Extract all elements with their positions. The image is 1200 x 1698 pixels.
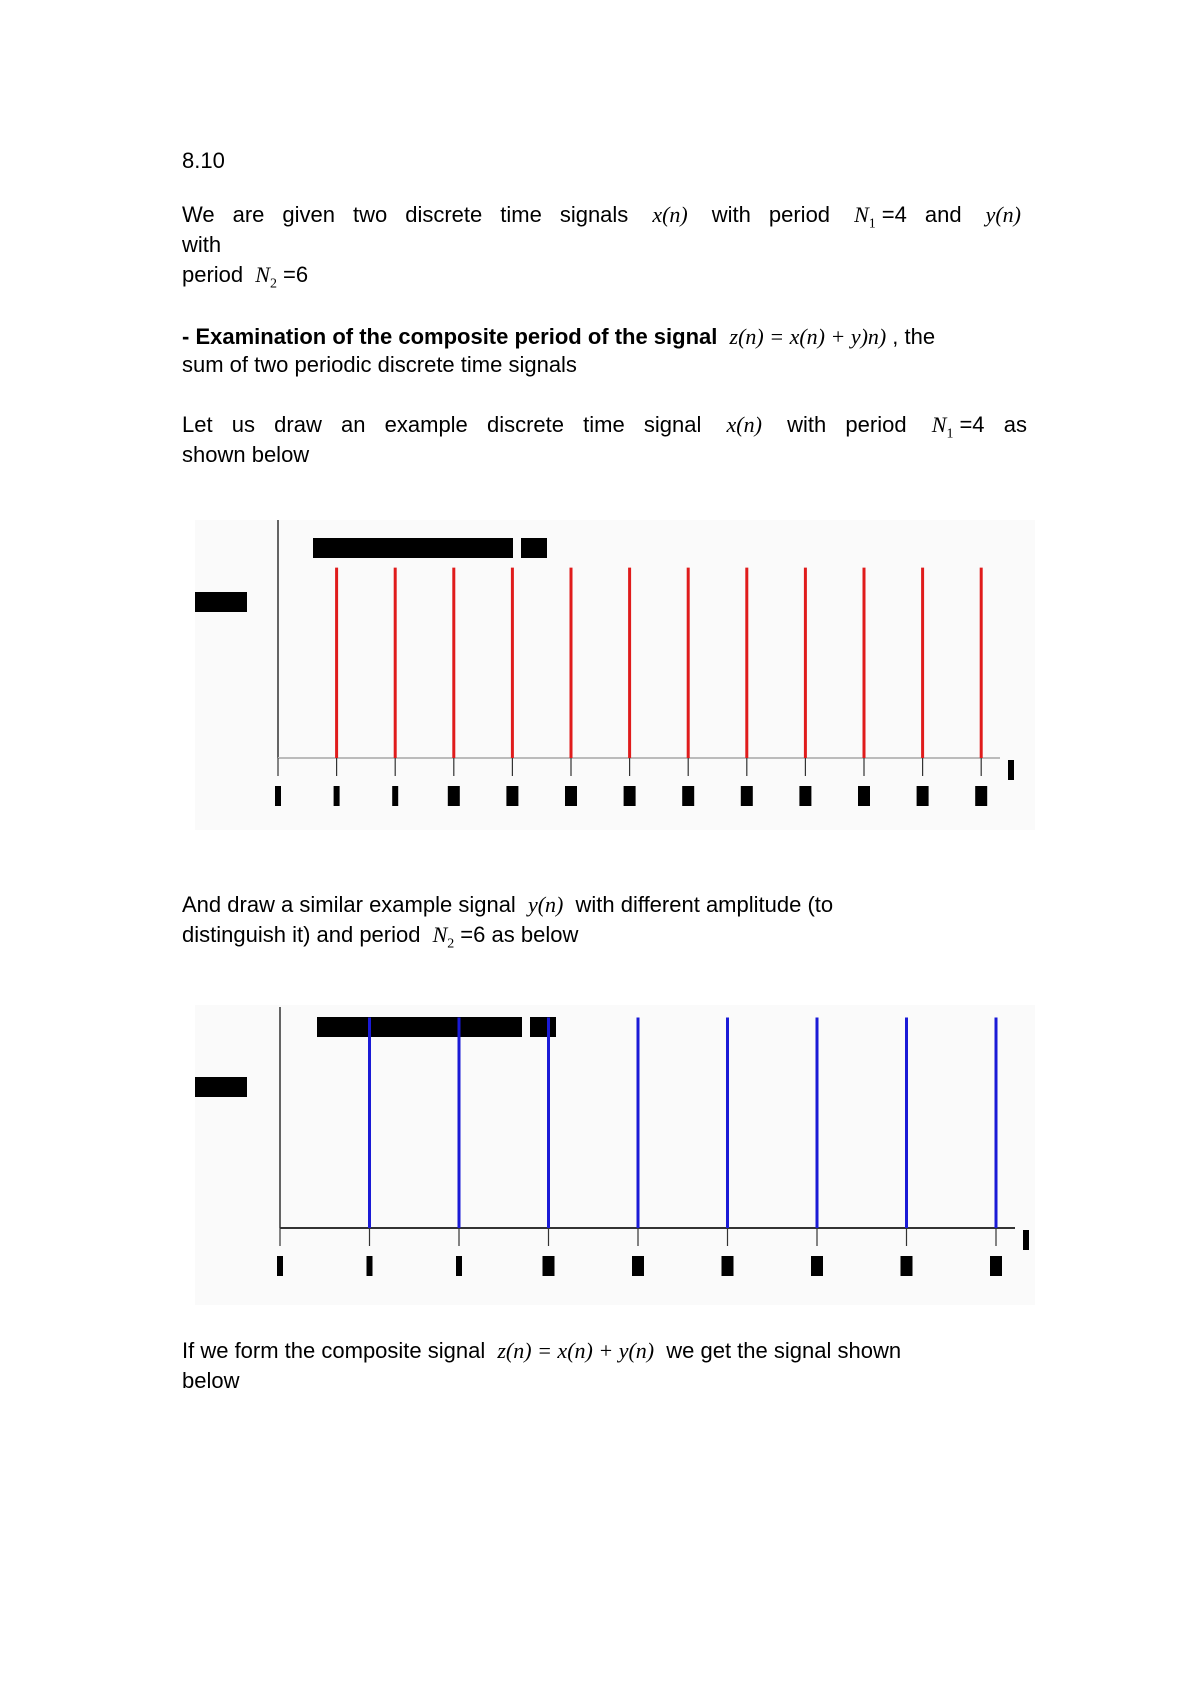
p3-math-x: x(n) [726, 412, 762, 437]
p3-eq-4: =4 [959, 412, 985, 437]
x-tick-label-redacted [275, 786, 281, 806]
p1-eq-6: =6 [282, 262, 309, 287]
p1-math-n1 [854, 202, 876, 232]
p5-text-b: we get the signal shown [666, 1338, 902, 1363]
x-tick-label-redacted [448, 786, 460, 806]
x-tick-label-redacted [811, 1256, 823, 1276]
x-tick-label-redacted [990, 1256, 1002, 1276]
y-label-redacted [195, 592, 247, 612]
p2-math-z: z(n) = x(n) + y)n) [729, 324, 887, 349]
p3-text-a: Let us draw an example discrete time signal [182, 412, 702, 437]
p1-n2-letter: N [255, 262, 270, 287]
p3-text-b: with period [787, 412, 907, 437]
p1-eq-4: =4 [881, 202, 907, 227]
x-tick-label-redacted [277, 1256, 283, 1276]
stem-plot-y [195, 1005, 1035, 1305]
x-tick-label-redacted [917, 786, 929, 806]
p5-math-z: z(n) = x(n) + y(n) [497, 1338, 655, 1363]
p1-line-2 [182, 230, 1027, 260]
p3-text-as: as [1003, 412, 1027, 437]
p4-text-b: with different amplitude (to [575, 892, 834, 917]
p4-text-a: And draw a similar example signal [182, 892, 516, 917]
x-tick-label-redacted [392, 786, 398, 806]
paragraph-2 [182, 322, 1027, 352]
p1-math-n2 [255, 262, 277, 292]
p4-math-y: y(n) [527, 892, 564, 917]
p3-math-n1 [931, 412, 954, 442]
plot-title-suffix-redacted [521, 538, 547, 558]
stem-plot-x [195, 520, 1035, 830]
p1-n1-sub: 1 [868, 216, 876, 232]
p5-line-2 [182, 1366, 1027, 1396]
p4-n2-sub: 2 [447, 936, 455, 952]
p2-text-the: , the [892, 324, 936, 349]
p1-n2-sub: 2 [269, 276, 277, 292]
x-tick-label-redacted [543, 1256, 555, 1276]
x-tick-label-redacted [506, 786, 518, 806]
x-tick-label-redacted [722, 1256, 734, 1276]
x-tick-label-redacted [741, 786, 753, 806]
p1-n1-letter: N [854, 202, 869, 227]
x-tick-label-redacted [624, 786, 636, 806]
p1-text-with: with [182, 232, 222, 257]
p1-text-period: period [182, 262, 244, 287]
plot-title-redacted [317, 1017, 522, 1037]
p2-bold-text: - Examination of the composite period of the signal [182, 324, 718, 349]
p1-text-a: We are given two discrete time signals [182, 202, 629, 227]
p1-line-3 [182, 260, 1027, 299]
p5-text-rest: below [182, 1368, 240, 1393]
x-tick-label-redacted [799, 786, 811, 806]
x-tick-label-redacted [456, 1256, 462, 1276]
y-label-redacted [195, 1077, 247, 1097]
p3-n1-sub: 1 [946, 426, 954, 442]
plot-background [195, 520, 1035, 830]
section-number: 8.10 [182, 148, 225, 173]
paragraph-5 [182, 1336, 982, 1366]
x-tick-label-redacted [682, 786, 694, 806]
plot-title-redacted [313, 538, 513, 558]
p3-line-2 [182, 440, 1027, 470]
x-tick-label-redacted [565, 786, 577, 806]
p2-text-rest: sum of two periodic discrete time signals [182, 352, 577, 377]
p3-text-rest: shown below [182, 442, 310, 467]
p2-line-2 [182, 350, 1027, 380]
x-axis-end-label-redacted [1008, 760, 1014, 780]
p1-text-b: with period [711, 202, 831, 227]
p3-n1-letter: N [931, 412, 947, 437]
p1-math-x: x(n) [652, 202, 688, 227]
x-tick-label-redacted [632, 1256, 644, 1276]
p5-text-a: If we form the composite signal [182, 1338, 486, 1363]
x-tick-label-redacted [901, 1256, 913, 1276]
x-tick-label-redacted [975, 786, 987, 806]
plot-title-suffix-redacted [530, 1017, 556, 1037]
p4-text-c: distinguish it) and period [182, 922, 421, 947]
paragraph-4 [182, 890, 942, 920]
x-tick-label-redacted [858, 786, 870, 806]
x-tick-label-redacted [367, 1256, 373, 1276]
p4-math-n2 [432, 922, 455, 952]
p4-line-2 [182, 920, 1027, 959]
p4-text-d: as below [491, 922, 579, 947]
p1-math-y: y(n) [985, 202, 1022, 227]
p1-text-and: and [924, 202, 962, 227]
x-tick-label-redacted [334, 786, 340, 806]
x-axis-end-label-redacted [1023, 1230, 1029, 1250]
p4-eq-6: =6 [460, 922, 486, 947]
p4-n2-letter: N [432, 922, 448, 947]
